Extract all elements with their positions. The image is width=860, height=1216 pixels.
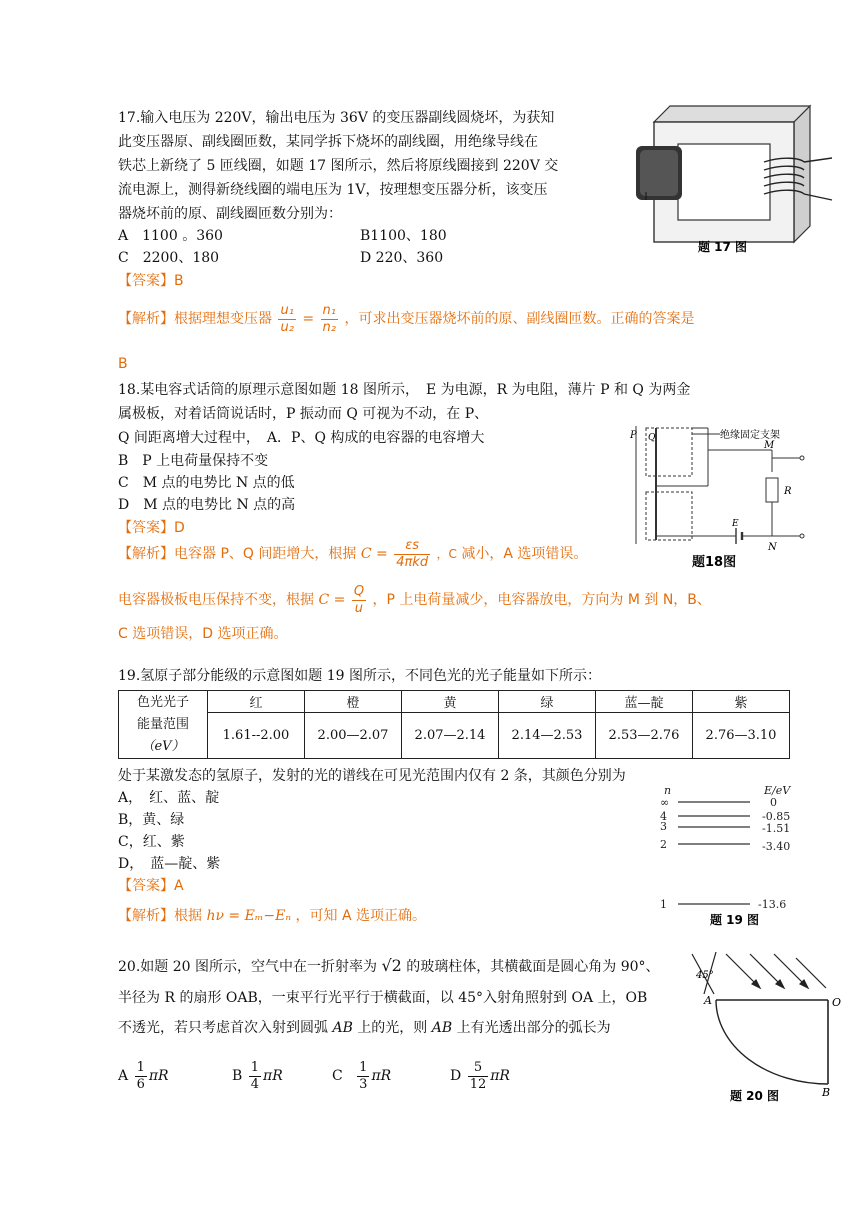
frac-num: 1 xyxy=(250,1059,260,1075)
frac-den: n₂ xyxy=(322,319,336,335)
label-q: Q xyxy=(648,433,656,443)
level-n: 4 xyxy=(660,810,667,823)
q18-line: Q 间距离增大过程中， A．P、Q 构成的电容器的电容增大 xyxy=(118,430,485,446)
q17-option-a: A 1100 。360 xyxy=(118,228,223,244)
analysis-text: ，P 上电荷量减少，电容器放电，方向为 M 到 N，B、 xyxy=(372,592,711,608)
formula-lhs: C = xyxy=(360,546,388,562)
option-letter: A xyxy=(118,1068,129,1084)
frac-num: 1 xyxy=(136,1059,145,1075)
text: 的玻璃柱体，其横截面是圆心角为 90°、 xyxy=(406,959,660,975)
option-fraction xyxy=(468,1060,489,1093)
q20-line-2: 半径为 R 的扇形 OAB，一束平行光平行于横截面，以 45°入射角照射到 OA 上，OB xyxy=(118,990,648,1006)
fraction-charge xyxy=(352,584,366,617)
table-color-cell: 黄 xyxy=(402,691,499,713)
frac-num: εs xyxy=(394,538,430,555)
q18-option-d: D M 点的电势比 N 点的高 xyxy=(118,497,296,513)
frac-den: 3 xyxy=(359,1076,368,1092)
text: 上有光透出部分的弧长为 xyxy=(456,1020,611,1036)
arc-ab: AB xyxy=(332,1020,353,1036)
frac-den: 4 xyxy=(250,1076,260,1092)
analysis-text: 电容器极板电压保持不变，根据 xyxy=(118,592,314,608)
angle-label: 45° xyxy=(696,970,714,981)
label-b: B xyxy=(822,1086,831,1099)
q18-option-b: B P 上电荷量保持不变 xyxy=(118,453,269,469)
q19-option-a: A， 红、蓝、靛 xyxy=(118,790,220,806)
analysis-c: ，C xyxy=(436,547,457,561)
frac-num: n₁ xyxy=(322,302,336,318)
text: 不透光，若只考虑首次入射到圆弧 xyxy=(118,1020,328,1036)
q17-line: 17.输入电压为 220V，输出电压为 36V 的变压器副线圆烧坏，为获知 xyxy=(118,110,555,126)
analysis-label: 【解析】电容器 P、Q 间距增大，根据 xyxy=(118,546,357,562)
label-m: M xyxy=(764,440,775,451)
figure-caption: 题 20 图 xyxy=(730,1089,780,1103)
q17-line: 此变压器原、副线圈匝数，某同学拆下烧坏的副线圈，用绝缘导线在 xyxy=(118,134,538,150)
n-axis-label: n xyxy=(664,784,672,797)
frac-num: 1 xyxy=(359,1059,368,1075)
formula: hν = Eₘ−Eₙ xyxy=(206,908,292,924)
label-a: A xyxy=(704,994,712,1007)
label-p: P xyxy=(630,430,637,441)
table-color-cell: 绿 xyxy=(499,691,596,713)
table-color-cell: 蓝—靛 xyxy=(596,691,693,713)
q17-analysis-end: B xyxy=(118,356,128,372)
q17-option-b: B1100、180 xyxy=(360,228,447,244)
frac-den: 6 xyxy=(136,1076,145,1092)
label-e: E xyxy=(732,519,739,529)
header-line: 能量范围 xyxy=(136,716,189,732)
arc-ab: AB xyxy=(431,1020,453,1036)
q20-line-1 xyxy=(118,956,660,977)
fraction-n xyxy=(321,303,338,336)
q20-option-b xyxy=(232,1056,283,1096)
label-r: R xyxy=(784,486,792,497)
fraction-capacitance xyxy=(394,538,430,571)
option-tail: πR xyxy=(371,1068,392,1084)
fraction-u xyxy=(278,303,295,336)
figure-caption: 题18图 xyxy=(692,555,737,570)
table-range-cell: 2.53—2.76 xyxy=(596,713,693,759)
header-line: （eV） xyxy=(141,738,185,754)
q18-line: 属极板，对着话筒说话时，P 振动而 Q 可视为不动，在 P、 xyxy=(118,406,489,422)
level-n: 2 xyxy=(660,838,667,851)
energy-level-figure xyxy=(650,782,850,932)
sqrt-2: √2 xyxy=(381,956,402,975)
option-fraction xyxy=(249,1060,261,1093)
q17-analysis xyxy=(118,302,694,336)
option-fraction xyxy=(357,1060,369,1093)
header-line: 色光光子 xyxy=(136,694,189,710)
level-n: ∞ xyxy=(660,796,670,809)
frac-num: Q xyxy=(353,583,365,599)
analysis-text: ，可知 A 选项正确。 xyxy=(295,908,426,924)
level-n: 3 xyxy=(660,820,667,833)
q17-line: 铁芯上新绕了 5 匝线圈，如题 17 图所示，然后将原线圈接到 220V 交 xyxy=(118,158,559,174)
level-n: 1 xyxy=(660,898,667,911)
analysis-text: 减小，A 选项错误。 xyxy=(461,546,588,562)
q20-option-d xyxy=(450,1056,510,1096)
table-range-cell: 2.76—3.10 xyxy=(693,713,790,759)
q20-option-a xyxy=(118,1056,169,1096)
figure-caption: 题 19 图 xyxy=(710,913,760,927)
formula-lhs: C = xyxy=(318,592,346,608)
q19-option-d: D， 蓝—靛、紫 xyxy=(118,856,221,872)
table-range-cell: 2.07—2.14 xyxy=(402,713,499,759)
bracket-label: 绝缘固定支架 xyxy=(720,430,780,441)
option-fraction xyxy=(135,1060,147,1093)
q18-line: 18.某电容式话筒的原理示意图如题 18 图所示， E 为电源，R 为电阻，薄片 P 和 Q 为两金 xyxy=(118,382,691,398)
figure-caption: 题 17 图 xyxy=(698,240,748,254)
frac-den: u xyxy=(354,600,364,616)
frac-num: u₁ xyxy=(280,302,294,318)
q17-line: 流电源上，测得新绕线圈的端电压为 1V，按理想变压器分析，该变压 xyxy=(118,182,548,198)
q19-option-c: C，红、紫 xyxy=(118,834,185,850)
text: 20.如题 20 图所示，空气中在一折射率为 xyxy=(118,959,377,975)
option-letter: B xyxy=(232,1068,243,1084)
q18-analysis-2 xyxy=(118,582,711,618)
q19-answer: 【答案】A xyxy=(118,878,184,894)
text: 上的光，则 xyxy=(357,1020,428,1036)
analysis-label: 【解析】根据 xyxy=(118,908,202,924)
option-tail: πR xyxy=(148,1068,169,1084)
level-e: -13.6 xyxy=(758,898,787,911)
level-e: -0.85 xyxy=(762,810,791,823)
analysis-text: ，可求出变压器烧坏前的原、副线圈匝数。正确的答案是 xyxy=(344,311,695,327)
option-letter: D xyxy=(450,1068,462,1084)
frac-den: 12 xyxy=(469,1076,487,1092)
option-tail: πR xyxy=(490,1068,510,1084)
q17-option-d: D 220、360 xyxy=(360,250,444,266)
photon-energy-table xyxy=(118,690,790,759)
q18-option-c: C M 点的电势比 N 点的低 xyxy=(118,475,295,491)
table-range-cell: 1.61--2.00 xyxy=(208,713,305,759)
equals-sign: = xyxy=(302,311,315,327)
q19-option-b: B，黄、绿 xyxy=(118,812,185,828)
transformer-figure xyxy=(632,100,844,258)
option-letter: C xyxy=(332,1068,343,1084)
level-e: -1.51 xyxy=(762,822,791,835)
frac-den: u₂ xyxy=(280,319,294,335)
q19-question: 处于某激发态的氢原子，发射的光的谱线在可见光范围内仅有 2 条，其颜色分别为 xyxy=(118,768,626,784)
q18-analysis-1 xyxy=(118,536,587,572)
q20-line-3 xyxy=(118,1018,611,1038)
q19-analysis xyxy=(118,906,426,926)
glass-sector-figure xyxy=(686,944,846,1104)
capacitor-mic-figure xyxy=(628,420,842,572)
e-axis-label: E/eV xyxy=(764,784,791,797)
q18-analysis-3: C 选项错误，D 选项正确。 xyxy=(118,626,288,642)
q19-intro: 19.氢原子部分能级的示意图如题 19 图所示，不同色光的光子能量如下所示： xyxy=(118,668,601,684)
q18-answer: 【答案】D xyxy=(118,520,185,536)
label-n: N xyxy=(768,542,777,553)
level-e: 0 xyxy=(770,796,777,809)
q17-option-c: C 2200、180 xyxy=(118,250,220,266)
q17-answer: 【答案】B xyxy=(118,273,184,289)
table-range-cell: 2.00—2.07 xyxy=(305,713,402,759)
q20-option-c xyxy=(332,1056,391,1096)
table-range-cell: 2.14—2.53 xyxy=(499,713,596,759)
level-e: -3.40 xyxy=(762,840,791,853)
table-color-cell: 紫 xyxy=(693,691,790,713)
table-color-cell: 红 xyxy=(208,691,305,713)
table-color-cell: 橙 xyxy=(305,691,402,713)
table-header-cell xyxy=(119,691,208,759)
analysis-label: 【解析】根据理想变压器 xyxy=(118,311,272,327)
option-tail: πR xyxy=(263,1068,283,1084)
frac-num: 5 xyxy=(468,1060,489,1077)
label-o: O xyxy=(832,996,842,1009)
q17-line: 器烧坏前的原、副线圈匝数分别为： xyxy=(118,206,342,222)
frac-den: 4πkd xyxy=(396,554,429,570)
